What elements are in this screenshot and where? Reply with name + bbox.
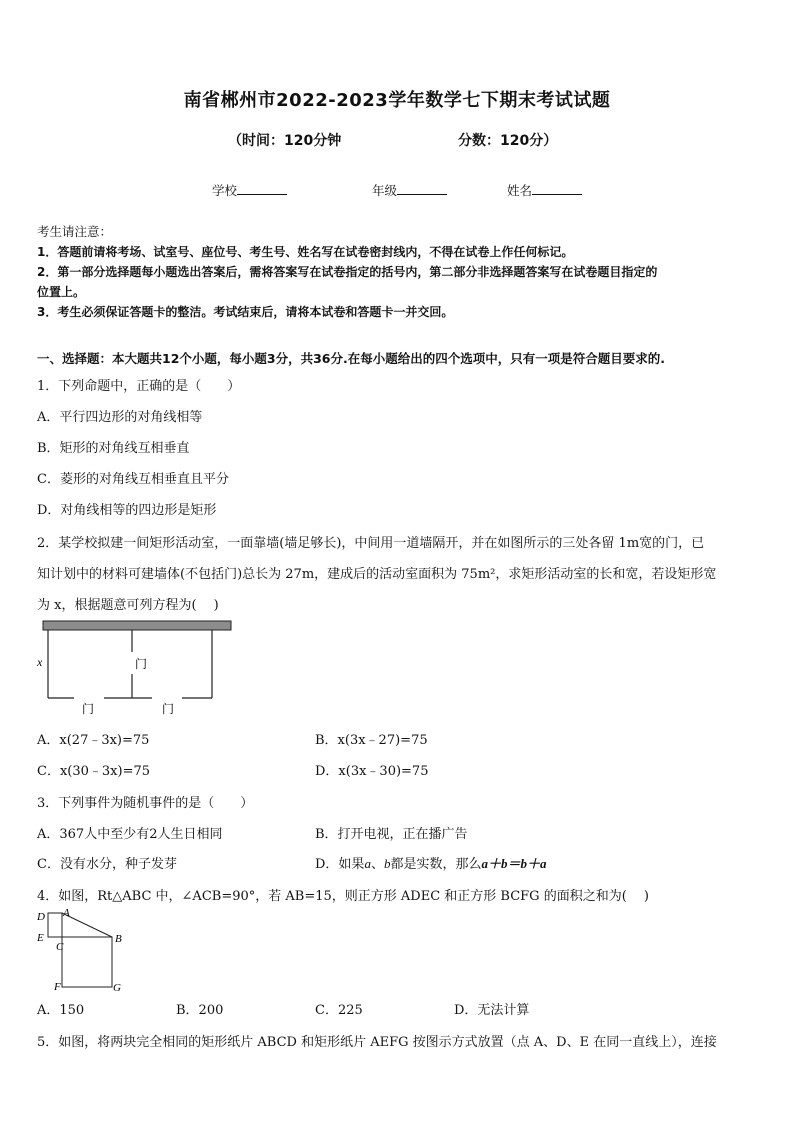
q3-stem: 3．下列事件为随机事件的是（ ）: [37, 796, 254, 811]
q2-stem-line1: 2．某学校拟建一间矩形活动室，一面靠墙(墙足够长)，中间用一道墙隔开，并在如图所示的三处各留 1m宽的门，已: [37, 536, 705, 551]
q3-d-sep: 、: [370, 857, 384, 872]
square-bcfg: [62, 937, 112, 987]
q2-option-c: C．x(30﹣3x)=75: [37, 764, 151, 779]
q2-option-a: A．x(27﹣3x)=75: [37, 733, 150, 748]
q4-stem: 4．如图，Rt△ABC 中，∠ACB=90°，若 AB=15，则正方形 ADEC 和正方形 BCFG 的面积之和为( ): [37, 889, 649, 904]
q1-option-b: B．矩形的对角线互相垂直: [37, 441, 190, 456]
fig-door-label: 门: [135, 657, 148, 671]
section-heading: 一、选择题：本大题共12个小题，每小题3分，共36分.在每小题给出的四个选项中，只有一项是符合题目要求的.: [37, 351, 665, 366]
label-c: C: [56, 941, 64, 953]
school-blank: [237, 182, 287, 195]
fig-door-label: 门: [162, 702, 175, 716]
exam-time: （时间：120分钟: [228, 133, 342, 149]
square-adec: [48, 913, 62, 937]
name-field: [507, 181, 582, 199]
notes-block: [37, 222, 762, 322]
q4-option-a: A．150: [37, 1003, 85, 1018]
q3-d-var-b: b: [383, 856, 391, 871]
exam-title: 南省郴州市2022-2023学年数学七下期末考试试题: [183, 90, 611, 111]
wall: [43, 621, 231, 630]
fig-x-label: x: [37, 655, 43, 669]
school-field: [212, 181, 287, 199]
q4-option-d: D．无法计算: [454, 1003, 530, 1018]
q3-d-text: 都是实数，那么: [390, 857, 482, 872]
q3-option-c: C．没有水分，种子发芽: [37, 857, 177, 872]
q2-stem-line3: 为 x，根据题意可列方程为( ): [37, 598, 219, 613]
label-f: F: [54, 981, 61, 993]
q3-d-equation: a＋b＝b＋a: [481, 856, 547, 871]
name-label: 姓名: [507, 183, 533, 198]
label-d: D: [37, 911, 45, 923]
notes-item: 位置上。: [37, 285, 86, 299]
notes-item: 1．答题前请将考场、试室号、座位号、考生号、姓名写在试卷密封线内，不得在试卷上作任何标记。: [37, 245, 574, 259]
q2-figure: [34, 616, 239, 716]
notes-heading: 考生请注意：: [37, 224, 113, 239]
grade-label: 年级: [372, 183, 398, 198]
q2-option-b: B．x(3x﹣27)=75: [315, 733, 428, 748]
q5-stem: 5．如图，将两块完全相同的矩形纸片 ABCD 和矩形纸片 AEFG 按图示方式放置（点 A、D、E 在同一直线上），连接: [37, 1035, 717, 1050]
grade-blank: [397, 182, 447, 195]
name-blank: [532, 182, 582, 195]
q4-option-b: B．200: [176, 1003, 224, 1018]
q1-option-a: A．平行四边形的对角线相等: [37, 410, 203, 425]
q1-option-c: C．菱形的对角线互相垂直且平分: [37, 472, 229, 487]
q4-figure: [34, 905, 134, 993]
fig-door-label: 门: [82, 702, 95, 716]
label-g: G: [113, 982, 121, 993]
grade-field: [372, 181, 447, 199]
q3-option-b: B．打开电视，正在播广告: [315, 827, 468, 842]
q3-option-d: [315, 853, 546, 872]
q1-option-d: D．对角线相等的四边形是矩形: [37, 503, 217, 518]
q3-d-prefix: D．如果: [315, 857, 365, 872]
label-a: A: [63, 907, 70, 919]
q3-d-var-a: a: [364, 856, 371, 871]
label-b: B: [115, 933, 122, 945]
q2-option-d: D．x(3x﹣30)=75: [315, 764, 429, 779]
notes-item: 3．考生必须保证答题卡的整洁。考试结束后，请将本试卷和答题卡一并交回。: [37, 305, 454, 319]
q3-option-a: A．367人中至少有2人生日相同: [37, 827, 223, 842]
q2-stem-line2: 知计划中的材料可建墙体(不包括门)总长为 27m，建成后的活动室面积为 75m²，求矩形活动室的长和宽，若设矩形宽: [37, 567, 717, 582]
exam-score: 分数：120分）: [458, 133, 558, 149]
q4-option-c: C．225: [315, 1003, 363, 1018]
label-e: E: [37, 932, 44, 944]
q1-stem: 1．下列命题中，正确的是（ ）: [37, 379, 241, 394]
notes-item: 2．第一部分选择题每小题选出答案后，需将答案写在试卷指定的括号内，第二部分非选择题答案写在试卷题目指定的: [37, 265, 658, 279]
school-label: 学校: [212, 183, 238, 198]
